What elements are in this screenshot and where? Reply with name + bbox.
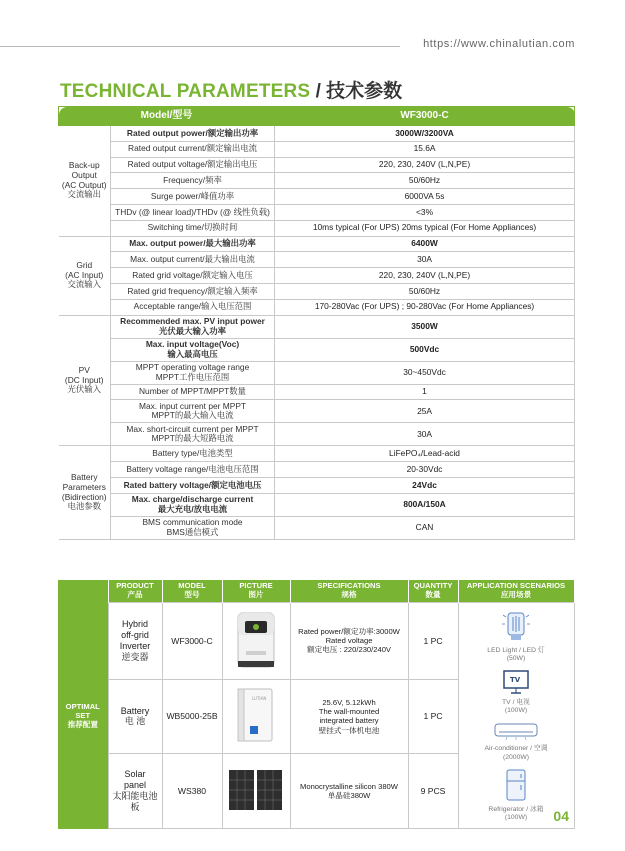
- section-label-line: Grid: [76, 260, 93, 271]
- config-col-header-line: 图片: [248, 589, 264, 599]
- section-label-line: Output: [71, 170, 97, 181]
- param-row: [59, 126, 575, 142]
- scenario-label-line: LED Light / LED 灯: [487, 646, 545, 654]
- section-label: [59, 236, 111, 315]
- config-col-header-line: 规格: [341, 589, 357, 599]
- solar-panel-image: [222, 753, 290, 829]
- param-row: [59, 446, 575, 462]
- specification-line: Rated power/额定功率:3000W: [298, 627, 400, 637]
- svg-text:TV: TV: [510, 675, 521, 684]
- param-name-line: Number of MPPT/MPPT数量: [138, 386, 247, 397]
- config-col-header: [290, 580, 408, 602]
- scenario-label-line: (100W): [504, 707, 528, 715]
- param-row: [59, 141, 575, 157]
- product-name-line: 电 池: [124, 716, 146, 727]
- config-body: [58, 602, 574, 829]
- title-en: TECHNICAL PARAMETERS: [60, 81, 311, 102]
- param-value: 3500W: [275, 315, 575, 338]
- param-name-line: MPPT operating voltage range: [135, 361, 250, 372]
- param-name: [111, 283, 275, 299]
- section-label-line: Battery: [70, 472, 98, 483]
- param-name: [111, 173, 275, 189]
- param-name: [111, 516, 275, 539]
- config-col-header-line: 产品: [127, 589, 143, 599]
- param-name: [111, 423, 275, 446]
- quantity: 1 PC: [408, 602, 458, 680]
- param-value: 220, 230, 240V (L,N,PE): [275, 157, 575, 173]
- config-col-header-line: PRODUCT: [116, 581, 154, 591]
- section-label-line: Parameters: [62, 481, 106, 492]
- param-row: [59, 315, 575, 338]
- optimal-header-spacer: [58, 580, 108, 602]
- param-value: 15.6A: [275, 141, 575, 157]
- param-name-line: Frequency/频率: [163, 174, 222, 185]
- config-col-header-line: 型号: [184, 589, 200, 599]
- model-value-header: WF3000-C: [275, 107, 575, 126]
- scenario-label-line: (100W): [504, 813, 528, 821]
- param-value: 170-280Vac (For UPS) ; 90-280Vac (For Home Appliances): [275, 299, 575, 315]
- param-row: [59, 189, 575, 205]
- param-name-line: 光伏最大输入功率: [159, 325, 226, 336]
- specification-line: 单晶硅380W: [327, 790, 371, 800]
- param-row: [59, 220, 575, 236]
- param-name: [111, 252, 275, 268]
- param-name-line: MPPT的最大短路电流: [151, 433, 234, 444]
- product-name: [108, 602, 162, 680]
- scenario-item: [459, 721, 574, 761]
- param-value: 1: [275, 384, 575, 400]
- param-row: [59, 173, 575, 189]
- param-name-line: Rated grid frequency/额定输入频率: [127, 285, 258, 296]
- param-value: 25A: [275, 400, 575, 423]
- param-name: [111, 157, 275, 173]
- scenario-item: [459, 669, 574, 715]
- header-rule: [0, 46, 400, 47]
- param-value: 6000VA 5s: [275, 189, 575, 205]
- param-name: [111, 204, 275, 220]
- section-label-line: (DC Input): [64, 374, 104, 385]
- quantity: 1 PC: [408, 680, 458, 753]
- product-name-line: Inverter: [119, 640, 151, 651]
- specification: [290, 602, 408, 680]
- param-name: [111, 462, 275, 478]
- product-name-line: 逆变器: [121, 651, 149, 662]
- param-row: [59, 462, 575, 478]
- page-title: [60, 76, 402, 103]
- scenario-item: [459, 609, 574, 663]
- param-value: 6400W: [275, 236, 575, 252]
- refrigerator-icon: [504, 768, 528, 804]
- optimal-set-label: [58, 602, 108, 829]
- product-name-line: Solar: [124, 769, 146, 780]
- title-cn: 技术参数: [326, 81, 403, 102]
- param-name-line: Acceptable range/输入电压范围: [133, 301, 252, 312]
- config-col-header-line: 数量: [425, 589, 441, 599]
- model-header: Model/型号: [59, 107, 275, 126]
- config-col-header: [222, 580, 290, 602]
- param-value: 10ms typical (For UPS) 20ms typical (For Home Appliances): [275, 220, 575, 236]
- param-name-line: Switching time/切换时间: [147, 222, 238, 233]
- application-scenarios: [458, 602, 574, 829]
- param-name-line: Surge power/峰值功率: [150, 190, 235, 201]
- inverter-image: [222, 602, 290, 680]
- param-value: 30A: [275, 423, 575, 446]
- scenario-label: [484, 745, 547, 761]
- product-name-line: 太阳能电池板: [112, 790, 158, 812]
- param-value: 30~450Vdc: [275, 361, 575, 384]
- config-header-row: [58, 580, 574, 602]
- param-row: [59, 516, 575, 539]
- section-label: [59, 126, 111, 237]
- param-value: 3000W/3200VA: [275, 126, 575, 142]
- param-value: 20-30Vdc: [275, 462, 575, 478]
- param-value: 50/60Hz: [275, 173, 575, 189]
- param-row: [59, 493, 575, 516]
- specification-line: The wall-mounted: [318, 707, 380, 717]
- param-name-line: Max. input voltage(Voc): [145, 338, 240, 349]
- config-col-header-line: QUANTITY: [413, 581, 453, 591]
- title-separator: /: [310, 81, 327, 102]
- param-value: 24Vdc: [275, 477, 575, 493]
- config-col-header: [408, 580, 458, 602]
- config-col-header-line: PICTURE: [239, 581, 273, 591]
- specification: [290, 680, 408, 753]
- specification-line: Rated voltage: [325, 636, 373, 646]
- section-label-line: 交流输出: [67, 189, 101, 200]
- config-col-header-line: MODEL: [178, 581, 206, 591]
- quantity: 9 PCS: [408, 753, 458, 829]
- scenario-label-line: Air-conditioner / 空调: [484, 745, 548, 753]
- specification-line: Monocrystalline silicon 380W: [300, 781, 398, 791]
- optimal-set-line: SET: [75, 710, 91, 720]
- params-header-row: [59, 107, 575, 126]
- air-conditioner-icon: [493, 721, 539, 743]
- scenario-label-line: TV / 电视: [502, 698, 530, 706]
- svg-text:LUTIAN: LUTIAN: [252, 696, 267, 702]
- param-row: [59, 299, 575, 315]
- param-name: [111, 189, 275, 205]
- param-value: 220, 230, 240V (L,N,PE): [275, 268, 575, 284]
- param-name-line: Battery voltage range/电池电压范围: [126, 463, 259, 474]
- scenario-label: [487, 647, 544, 663]
- param-name: [111, 236, 275, 252]
- product-name: [108, 680, 162, 753]
- param-name-line: 最大充电/放电电流: [157, 503, 228, 514]
- product-name-line: Battery: [120, 705, 150, 716]
- param-name: [111, 299, 275, 315]
- param-name-line: Max. short-circuit current per MPPT: [126, 423, 259, 434]
- product-name: [108, 753, 162, 829]
- param-name: [111, 141, 275, 157]
- config-col-header: [458, 580, 574, 602]
- param-row: [59, 477, 575, 493]
- param-row: [59, 338, 575, 361]
- param-name-line: Max. input current per MPPT: [138, 400, 247, 411]
- section-label-line: 光伏输入: [67, 384, 101, 395]
- param-value: CAN: [275, 516, 575, 539]
- specification-line: 25.6V, 5.12kWh: [322, 698, 376, 708]
- param-name-line: 输入最高电压: [167, 348, 218, 359]
- param-name-line: Rated battery voltage/额定电池电压: [123, 479, 262, 490]
- section-label-line: 电池参数: [67, 501, 101, 512]
- battery-image: [222, 680, 290, 753]
- param-value: 800A/150A: [275, 493, 575, 516]
- section-label-line: Back-up: [68, 160, 100, 171]
- param-name-line: Recommended max. PV input power: [120, 315, 265, 326]
- product-name-line: panel: [123, 779, 147, 790]
- param-name-line: Rated output voltage/额定输出电压: [127, 159, 258, 170]
- param-name: [111, 384, 275, 400]
- website-url[interactable]: https://www.chinalutian.com: [423, 38, 575, 50]
- scenario-label-line: Refrigerator / 冰箱: [488, 805, 544, 813]
- config-col-header-line: APPLICATION SCENARIOS: [466, 581, 566, 591]
- product-name-line: off-grid: [121, 630, 149, 641]
- param-name: [111, 126, 275, 142]
- param-name: [111, 477, 275, 493]
- param-value: 50/60Hz: [275, 283, 575, 299]
- specification-line: 壁挂式一体机电池: [318, 725, 380, 735]
- param-name: [111, 446, 275, 462]
- param-name-line: Max. charge/discharge current: [131, 494, 254, 505]
- param-row: [59, 283, 575, 299]
- section-label-line: PV: [78, 364, 90, 375]
- param-name: [111, 338, 275, 361]
- scenario-label-line: (2000W): [502, 753, 530, 761]
- section-label: [59, 446, 111, 539]
- param-name-line: Rated output power/额定输出功率: [126, 127, 259, 138]
- product-name-line: Hybrid: [121, 619, 148, 630]
- param-value: LiFePO₄/Lead-acid: [275, 446, 575, 462]
- param-name-line: Max. output current/最大输出电流: [130, 253, 255, 264]
- param-row: [59, 268, 575, 284]
- light-bulb-icon: [501, 609, 531, 645]
- param-name: [111, 220, 275, 236]
- param-value: <3%: [275, 204, 575, 220]
- section-label-line: 交流输入: [67, 279, 101, 290]
- specification-line: 额定电压 : 220/230/240V: [307, 645, 391, 655]
- param-name-line: THDv (@ linear load)/THDv (@ 线性负载): [115, 206, 270, 217]
- param-name: [111, 400, 275, 423]
- param-name: [111, 361, 275, 384]
- param-row: [59, 157, 575, 173]
- param-row: [59, 361, 575, 384]
- param-value: 500Vdc: [275, 338, 575, 361]
- section-label-line: (Bidirection): [61, 491, 107, 502]
- optimal-set-line: 推荐配置: [67, 719, 98, 729]
- param-row: [59, 400, 575, 423]
- section-label-line: (AC Input): [65, 269, 104, 280]
- param-name: [111, 493, 275, 516]
- section-label-line: (AC Output): [61, 179, 107, 190]
- param-name-line: BMS通信模式: [166, 526, 219, 537]
- param-name-line: MPPT的最大输入电流: [151, 410, 234, 421]
- param-row: [59, 384, 575, 400]
- optimal-set-table: [58, 580, 575, 829]
- param-name-line: Max. output power/最大输出功率: [129, 238, 256, 249]
- page-number: 04: [553, 808, 569, 824]
- specification-line: integrated battery: [319, 716, 379, 726]
- model-name: WB5000-25B: [162, 680, 222, 753]
- config-col-header-line: 应用场景: [500, 589, 532, 599]
- param-row: [59, 423, 575, 446]
- technical-parameters-table: [58, 106, 575, 540]
- param-name-line: Rated grid voltage/额定输入电压: [132, 269, 253, 280]
- section-label: [59, 315, 111, 446]
- param-name-line: Rated output current/额定输出电流: [128, 143, 257, 154]
- config-col-header: [162, 580, 222, 602]
- config-row: [58, 602, 574, 680]
- param-value: 30A: [275, 252, 575, 268]
- scenario-label-line: (50W): [506, 654, 526, 662]
- config-col-header-line: SPECIFICATIONS: [317, 581, 381, 591]
- param-row: [59, 204, 575, 220]
- param-name-line: Battery type/电池类型: [152, 447, 233, 458]
- scenario-label: [488, 806, 543, 822]
- param-row: [59, 252, 575, 268]
- param-name: [111, 268, 275, 284]
- param-name-line: BMS communication mode: [142, 517, 243, 528]
- scenario-label: [502, 699, 530, 715]
- model-name: WS380: [162, 753, 222, 829]
- optimal-set-line: OPTIMAL: [65, 701, 100, 711]
- param-row: [59, 236, 575, 252]
- tv-icon: [500, 669, 532, 697]
- param-name-line: MPPT工作电压范围: [155, 371, 230, 382]
- param-name: [111, 315, 275, 338]
- specification: [290, 753, 408, 829]
- model-name: WF3000-C: [162, 602, 222, 680]
- params-body: [59, 126, 575, 540]
- config-col-header: [108, 580, 162, 602]
